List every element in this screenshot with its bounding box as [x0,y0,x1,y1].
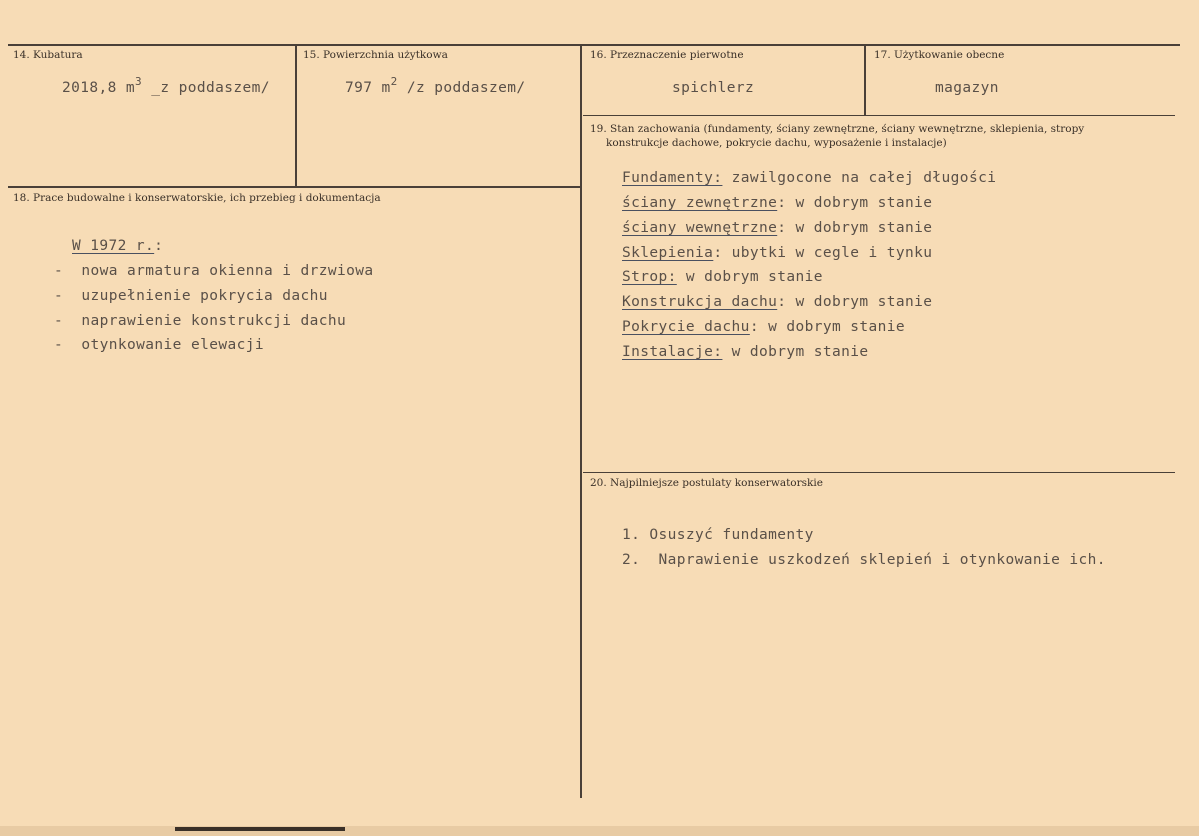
field-19-row-value: : w dobrym stanie [777,294,933,310]
field-19-row-value: w dobrym stanie [676,269,823,285]
section20-divider [583,472,1175,473]
top-border [8,44,1180,46]
field-19-row-key: Konstrukcja dachu [622,294,778,310]
field-19-row-value: : w dobrym stanie [749,319,906,335]
field-14-label: 14. Kubatura [13,49,83,61]
field-19-row [622,195,932,211]
field-15-number: 797 m [345,80,391,96]
field-19-row-key: Sklepienia [622,245,714,261]
field-14-number: 2018,8 m [62,80,136,96]
field-14-exponent: 3 [135,75,143,88]
field-18-year: W 1972 r. [72,238,155,254]
field-19-row-key: Instalacje: [622,344,723,360]
field-18-item: - naprawienie konstrukcji dachu [54,313,347,329]
field-14-value [62,75,270,96]
field-19-row [622,245,932,261]
field-17-label: 17. Użytkowanie obecne [874,49,1005,61]
field-20-item: 2. Naprawienie uszkodzeń sklepień i otynkowanie ich. [622,552,1106,568]
field-14-note: _z poddaszem/ [142,80,270,96]
field-15-note: /z poddaszem/ [397,80,526,96]
field-19-row [622,269,823,285]
field-18-item: - nowa armatura okienna i drzwiowa [54,263,374,279]
field-19-row-key: ściany zewnętrzne [622,195,778,211]
col-divider-14-15 [295,44,297,187]
field-19-row-value: w dobrym stanie [722,344,869,360]
field-18-heading-colon: : [154,238,164,254]
field-18-item: - uzupełnienie pokrycia dachu [54,288,328,304]
field-16-value: spichlerz [672,80,755,96]
row1-divider-right [583,115,1175,116]
col-divider-16-17 [864,44,866,116]
field-19-label-line1: 19. Stan zachowania (fundamenty, ściany zewnętrzne, ściany wewnętrzne, sklepienia, stropy [590,123,1085,135]
field-19-row-value: : w dobrym stanie [777,220,933,236]
field-18-heading [72,238,163,254]
field-15-label: 15. Powierzchnia użytkowa [303,49,448,61]
field-15-exponent: 2 [390,75,398,88]
field-19-row-key: Fundamenty: [622,170,723,186]
field-17-value: magazyn [935,80,999,96]
field-19-row-value: zawilgocone na całej długości [722,170,997,186]
field-19-row-value: : ubytki w cegle i tynku [713,245,933,261]
field-20-label: 20. Najpilniejsze postulaty konserwatorskie [590,477,823,489]
field-19-label-line2: konstrukcje dachowe, pokrycie dachu, wyposażenie i instalacje) [606,137,947,149]
field-16-label: 16. Przeznaczenie pierwotne [590,49,744,61]
field-20-item: 1. Osuszyć fundamenty [622,527,814,543]
field-19-row-key: Pokrycie dachu [622,319,750,335]
field-19-row-value: : w dobrym stanie [777,195,933,211]
field-19-row [622,220,932,236]
main-col-divider [580,44,582,798]
field-19-row [622,344,869,360]
card-index-tab [175,827,345,831]
row1-divider-left [8,186,580,188]
field-18-item: - otynkowanie elewacji [54,337,264,353]
field-15-value [345,75,526,96]
field-18-label: 18. Prace budowalne i konserwatorskie, ich przebieg i dokumentacja [13,192,381,204]
field-19-row-key: ściany wewnętrzne [622,220,778,236]
field-19-row [622,170,996,186]
field-19-row-key: Strop: [622,269,677,285]
field-19-row [622,319,905,335]
field-19-row [622,294,932,310]
